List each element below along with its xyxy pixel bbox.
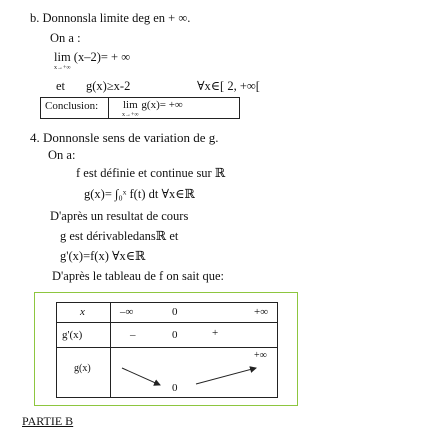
et-word: et xyxy=(56,79,66,93)
row-g-plus-inf: +∞ xyxy=(254,350,267,361)
conclusion-label: Conclusion: xyxy=(45,100,99,112)
line-integral: g(x)= ∫₀ˣ f(t) dt ∀x∈ℝ xyxy=(84,187,195,201)
lim-expr: (x–2)= + ∞ xyxy=(73,50,131,64)
conclusion-lim-word: lim xyxy=(123,99,138,111)
section-b-heading: b. Donnonsla limite deg en + ∞. xyxy=(30,11,191,25)
row-gprime-plus: + xyxy=(212,327,219,339)
row-gprime-zero: 0 xyxy=(172,329,178,341)
line-continuity: f est définie et continue sur ℝ xyxy=(76,166,226,180)
row-x-minus-inf: –∞ xyxy=(120,306,134,318)
line-derivative: g'(x)=f(x) ∀x∈ℝ xyxy=(60,249,146,263)
variation-table xyxy=(56,302,278,398)
conclusion-lim-operator xyxy=(122,100,139,118)
conclusion-expr: g(x)= +∞ xyxy=(141,99,183,111)
line-derivable: g est dérivabledansℝ et xyxy=(60,229,179,243)
lim-word: lim xyxy=(54,50,71,64)
row-gprime-minus: – xyxy=(130,329,136,341)
row-g-zero: 0 xyxy=(172,382,178,394)
conclusion-divider xyxy=(108,98,109,118)
row-x-label: x xyxy=(80,306,85,318)
partie-b-heading: PARTIE B xyxy=(22,414,74,428)
row-x-plus-inf: +∞ xyxy=(254,306,269,318)
limit-expression-1 xyxy=(54,51,130,71)
on-a-label: On a : xyxy=(50,31,81,45)
table-row-divider-2 xyxy=(56,347,278,348)
line-cours: D'après un resultat de cours xyxy=(50,209,189,223)
row-g-label: g(x) xyxy=(74,363,91,374)
line-tableau: D'après le tableau de f on sait que: xyxy=(52,269,224,283)
inequality-domain: ∀x∈[ 2, +∞[ xyxy=(197,79,260,93)
table-col-divider xyxy=(110,302,111,398)
inequality: g(x)≥x-2 xyxy=(86,79,131,93)
lim-operator xyxy=(54,51,71,71)
conclusion-limit xyxy=(122,100,183,118)
conclusion-lim-subscript: x→+∞ xyxy=(122,112,139,118)
row-gprime-label: g'(x) xyxy=(62,329,83,341)
lim-subscript: x→+∞ xyxy=(54,64,71,71)
row-x-zero: 0 xyxy=(172,306,178,318)
section-4-on-a: On a: xyxy=(48,148,76,162)
table-row-divider-1 xyxy=(56,322,278,323)
section-4-heading: 4. Donnonsle sens de variation de g. xyxy=(30,130,219,145)
